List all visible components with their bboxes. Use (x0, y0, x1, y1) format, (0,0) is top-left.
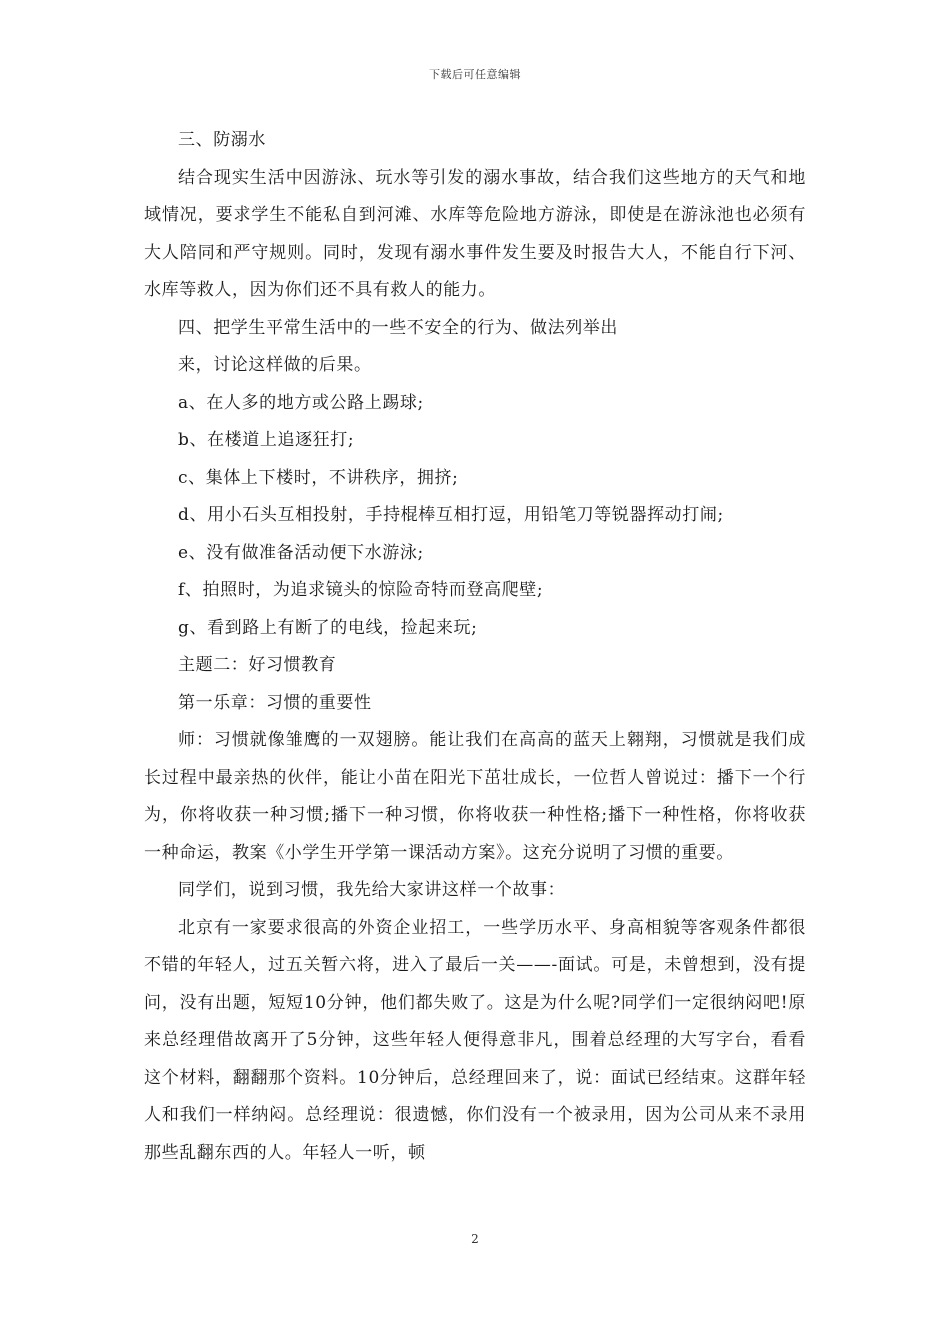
list-item-d: d、用小石头互相投射，手持棍棒互相打逗，用铅笔刀等锐器挥动打闹; (178, 505, 724, 525)
list-item-f: f、拍照时，为追求镜头的惊险奇特而登高爬壁; (178, 580, 544, 600)
paragraph-teacher-habits: 师：习惯就像雏鹰的一双翅膀。能让我们在高高的蓝天上翱翔，习惯就是我们成长过程中最亲热的伙伴，能让小苗在阳光下茁壮成长，一位哲人曾说过：播下一个行为，你将收获一种习惯;播下一种习惯，你将收获一种性格;播下一种性格，你将收获一种命运，教案《小学生开学第一课活动方案》。这充分说明了习惯的重要。 (144, 730, 806, 863)
paragraph-drowning: 结合现实生活中因游泳、玩水等引发的溺水事故，结合我们这些地方的天气和地域情况，要求学生不能私自到河滩、水库等危险地方游泳，即使是在游泳池也必须有大人陪同和严守规则。同时，发现有溺水事件发生要及时报告大人，不能自行下河、水库等救人，因为你们还不具有救人的能力。 (144, 167, 806, 300)
list-item-g: g、看到路上有断了的电线，捡起来玩; (178, 617, 478, 638)
document-body (144, 122, 806, 1172)
section-heading-unsafe-behaviors: 四、把学生平常生活中的一些不安全的行为、做法列举出 (178, 317, 618, 338)
list-item-b: b、在楼道上追逐狂打; (178, 430, 355, 450)
list-item-c: c、集体上下楼时，不讲秩序，拥挤; (178, 467, 459, 488)
section-heading-drowning: 三、防溺水 (178, 130, 266, 150)
list-item-e: e、没有做准备活动便下水游泳; (178, 542, 424, 563)
paragraph-discussion: 来，讨论这样做的后果。 (178, 355, 372, 375)
paragraph-story-intro: 同学们，说到习惯，我先给大家讲这样一个故事： (178, 880, 566, 900)
page-header: 下载后可任意编辑 (429, 68, 521, 81)
chapter-one-heading: 第一乐章：习惯的重要性 (178, 692, 372, 713)
list-item-a: a、在人多的地方或公路上踢球; (178, 392, 424, 413)
paragraph-story: 北京有一家要求很高的外资企业招工，一些学历水平、身高相貌等客观条件都很不错的年轻人，过五关暂六将，进入了最后一关——-面试。可是，未曾想到，没有提问，没有出题，短短10分钟，他们都失败了。这是为什么呢?同学们一定很纳闷吧!原来总经理借故离开了5分钟，这些年轻人便得意非凡，围着总经理的大写字台，看看这个材料，翻翻那个资料。10分钟后，总经理回来了，说：面试已经结束。这群年轻人和我们一样纳闷。总经理说：很遗憾，你们没有一个被录用，因为公司从来不录用那些乱翻东西的人。年轻人一听，顿 (144, 917, 806, 1163)
theme-two-heading: 主题二：好习惯教育 (178, 655, 337, 675)
page-number: 2 (471, 1232, 479, 1246)
